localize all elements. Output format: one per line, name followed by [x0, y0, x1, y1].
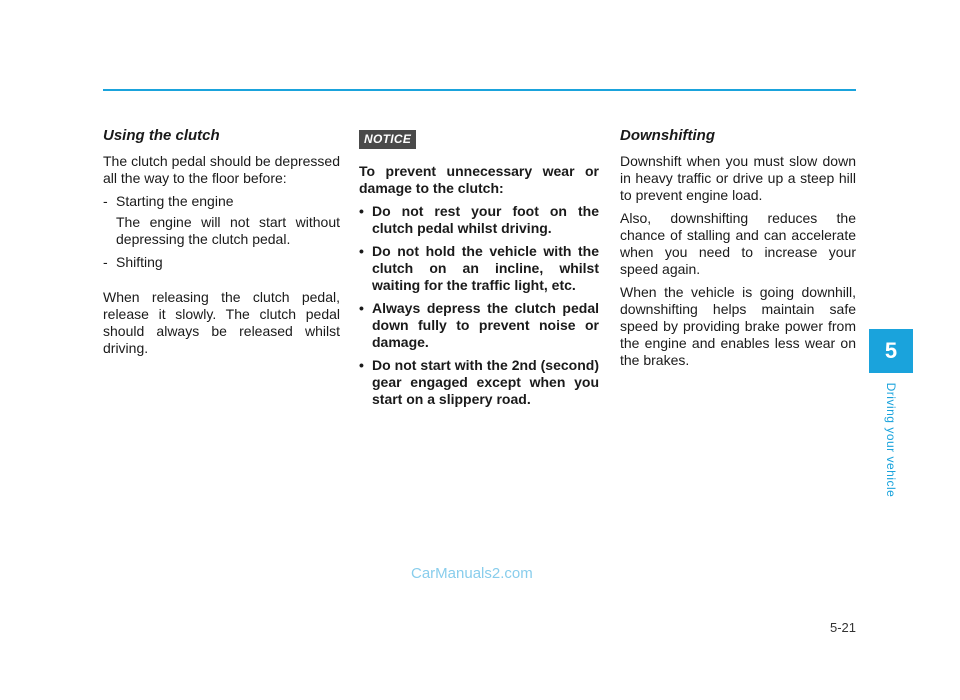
column-using-clutch	[103, 127, 340, 363]
dash-marker: -	[103, 254, 108, 270]
notice-item-text: Do not start with the 2nd (second) gear engaged except when you start on a slippery road.	[372, 357, 599, 407]
bullet-icon: •	[359, 243, 364, 259]
dash-item-detail: The engine will not start without depressing the clutch pedal.	[116, 214, 340, 247]
section-title-downshifting: Downshifting	[620, 127, 715, 144]
page-number: 5-21	[829, 620, 856, 635]
dash-item-starting	[103, 193, 340, 210]
dash-marker: -	[103, 193, 108, 209]
notice-item	[359, 357, 599, 408]
notice-badge: NOTICE	[359, 130, 416, 149]
notice-item-text: Do not hold the vehicle with the clutch on an incline, whilst waiting for the traffic light, etc.	[372, 243, 599, 293]
section-title-using-clutch: Using the clutch	[103, 127, 220, 144]
column-downshifting	[620, 127, 856, 375]
chapter-label-text: Driving your vehicle	[884, 382, 898, 498]
notice-list	[359, 203, 599, 408]
notice-item-text: Do not rest your foot on the clutch pedal whilst driving.	[372, 203, 599, 236]
bullet-icon: •	[359, 203, 364, 219]
notice-item-text: Always depress the clutch pedal down fully to prevent noise or damage.	[372, 300, 599, 350]
notice-item	[359, 203, 599, 237]
bullet-icon: •	[359, 357, 364, 373]
dash-item-shifting	[103, 254, 340, 271]
clutch-releasing: When releasing the clutch pedal, release it slowly. The clutch pedal should always be released whilst driving.	[103, 289, 340, 356]
downshift-paragraph: Also, downshifting reduces the chance of stalling and can accelerate when you need to increase your speed again.	[620, 210, 856, 277]
dash-item-label: Starting the engine	[116, 193, 234, 209]
notice-item	[359, 300, 599, 351]
downshift-paragraph: When the vehicle is going downhill, downshifting helps maintain safe speed by providing brake power from the engine and enables less wear on the brakes.	[620, 284, 856, 368]
dash-item-label: Shifting	[116, 254, 163, 270]
column-notice	[359, 127, 599, 414]
watermark: CarManuals2.com	[411, 565, 533, 582]
downshift-paragraph: Downshift when you must slow down in heavy traffic or drive up a steep hill to prevent engine load.	[620, 153, 856, 203]
clutch-intro: The clutch pedal should be depressed all the way to the floor before:	[103, 153, 340, 186]
notice-item	[359, 243, 599, 294]
header-rule	[103, 89, 856, 91]
bullet-icon: •	[359, 300, 364, 316]
notice-intro: To prevent unnecessary wear or damage to the clutch:	[359, 163, 599, 196]
chapter-tab: 5	[869, 329, 913, 373]
